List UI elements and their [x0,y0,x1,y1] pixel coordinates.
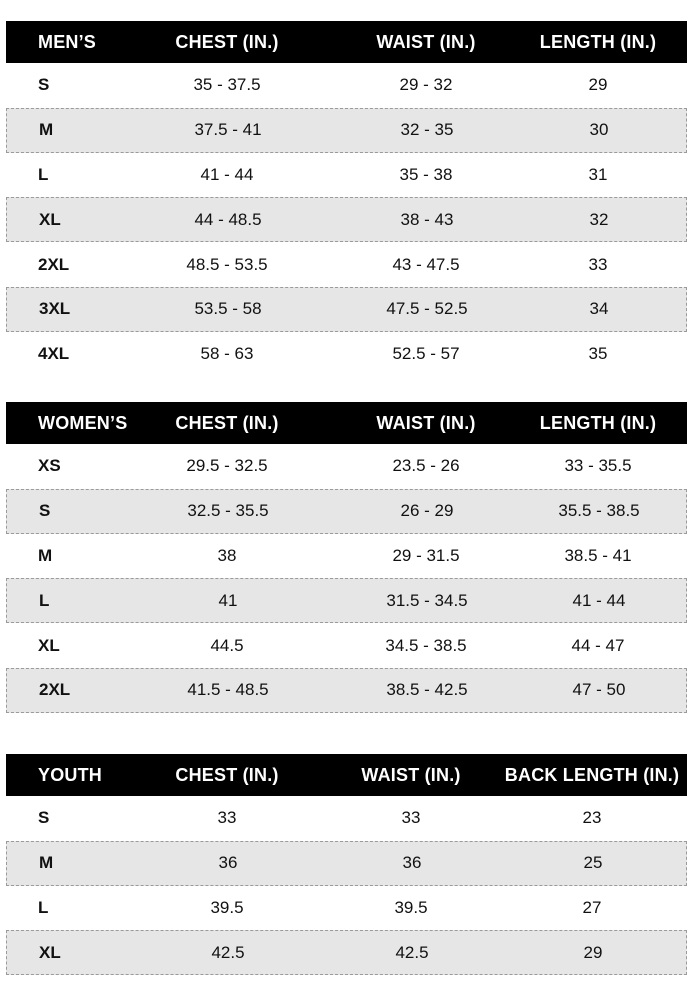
youth-header-category: YOUTH [38,764,102,785]
length-value: 31 [588,164,608,184]
size-label: M [38,545,53,565]
waist-value: 31.5 - 34.5 [386,590,468,610]
mens-header-waist: WAIST (IN.) [376,31,476,52]
mens-header-length: LENGTH (IN.) [539,31,657,52]
length-value: 34 [589,299,609,319]
chest-value: 48.5 - 53.5 [186,254,268,274]
mens-header-chest: CHEST (IN.) [175,31,279,52]
chest-value: 41 [218,590,238,610]
waist-value: 42.5 [395,942,429,962]
back-length-value: 27 [582,897,602,917]
table-row [6,796,687,841]
waist-value: 23.5 - 26 [392,456,460,476]
size-label: 3XL [39,299,71,319]
table-row [6,534,687,579]
table-row [6,668,687,713]
chest-value: 32.5 - 35.5 [187,501,269,521]
table-row [6,63,687,108]
length-value: 35 [588,344,608,364]
chest-value: 29.5 - 32.5 [186,456,268,476]
waist-value: 34.5 - 38.5 [385,635,467,655]
waist-value: 29 - 31.5 [392,545,460,565]
length-value: 33 [588,254,608,274]
waist-value: 29 - 32 [399,75,453,95]
table-row [6,489,687,534]
waist-value: 38 - 43 [400,209,454,229]
table-row [6,841,687,886]
chest-value: 35 - 37.5 [193,75,261,95]
length-value: 33 - 35.5 [564,456,632,476]
chest-value: 33 [217,808,237,828]
size-label: 4XL [38,344,70,364]
chest-value: 53.5 - 58 [194,299,262,319]
size-label: M [39,120,54,140]
table-row [6,886,687,931]
waist-value: 32 - 35 [400,120,454,140]
table-row [6,108,687,153]
table-row [6,332,687,377]
youth-header-waist: WAIST (IN.) [361,764,461,785]
size-label: L [39,590,50,610]
waist-value: 33 [401,808,421,828]
table-row [6,623,687,668]
length-value: 30 [589,120,609,140]
size-label: XL [38,635,60,655]
chest-value: 39.5 [210,897,244,917]
womens-header-category: WOMEN’S [38,412,128,433]
mens-table-header [6,21,687,63]
womens-size-table [6,402,687,713]
womens-table-header [6,402,687,444]
size-label: 2XL [38,254,70,274]
table-row [6,153,687,198]
back-length-value: 25 [583,853,603,873]
chest-value: 58 - 63 [200,344,254,364]
waist-value: 43 - 47.5 [392,254,460,274]
chest-value: 37.5 - 41 [194,120,262,140]
womens-header-length: LENGTH (IN.) [539,412,657,433]
length-value: 44 - 47 [571,635,625,655]
size-label: XS [38,456,61,476]
chest-value: 36 [218,853,238,873]
size-label: L [38,164,49,184]
womens-header-waist: WAIST (IN.) [376,412,476,433]
table-row [6,242,687,287]
length-value: 41 - 44 [572,590,626,610]
chest-value: 44 - 48.5 [194,209,262,229]
size-label: M [39,853,54,873]
length-value: 35.5 - 38.5 [558,501,640,521]
size-label: XL [39,209,61,229]
waist-value: 39.5 [394,897,428,917]
waist-value: 47.5 - 52.5 [386,299,468,319]
length-value: 29 [588,75,608,95]
back-length-value: 23 [582,808,602,828]
mens-size-table [6,21,687,377]
womens-header-chest: CHEST (IN.) [175,412,279,433]
waist-value: 35 - 38 [399,164,453,184]
size-label: S [38,808,50,828]
waist-value: 36 [402,853,422,873]
size-label: 2XL [39,680,71,700]
youth-table-header [6,754,687,796]
back-length-value: 29 [583,942,603,962]
waist-value: 52.5 - 57 [392,344,460,364]
waist-value: 38.5 - 42.5 [386,680,468,700]
mens-header-category: MEN’S [38,31,97,52]
chest-value: 41.5 - 48.5 [187,680,269,700]
length-value: 47 - 50 [572,680,626,700]
length-value: 38.5 - 41 [564,545,632,565]
waist-value: 26 - 29 [400,501,454,521]
size-label: L [38,897,49,917]
table-row [6,197,687,242]
chest-value: 41 - 44 [200,164,254,184]
youth-size-table [6,754,687,975]
youth-header-chest: CHEST (IN.) [175,764,279,785]
size-label: XL [39,942,61,962]
size-label: S [39,501,51,521]
chest-value: 44.5 [210,635,244,655]
youth-header-back-length: BACK LENGTH (IN.) [504,764,680,785]
table-row [6,287,687,332]
table-row [6,578,687,623]
table-row [6,930,687,975]
size-label: S [38,75,50,95]
length-value: 32 [589,209,609,229]
chest-value: 42.5 [211,942,245,962]
table-row [6,444,687,489]
chest-value: 38 [217,545,237,565]
